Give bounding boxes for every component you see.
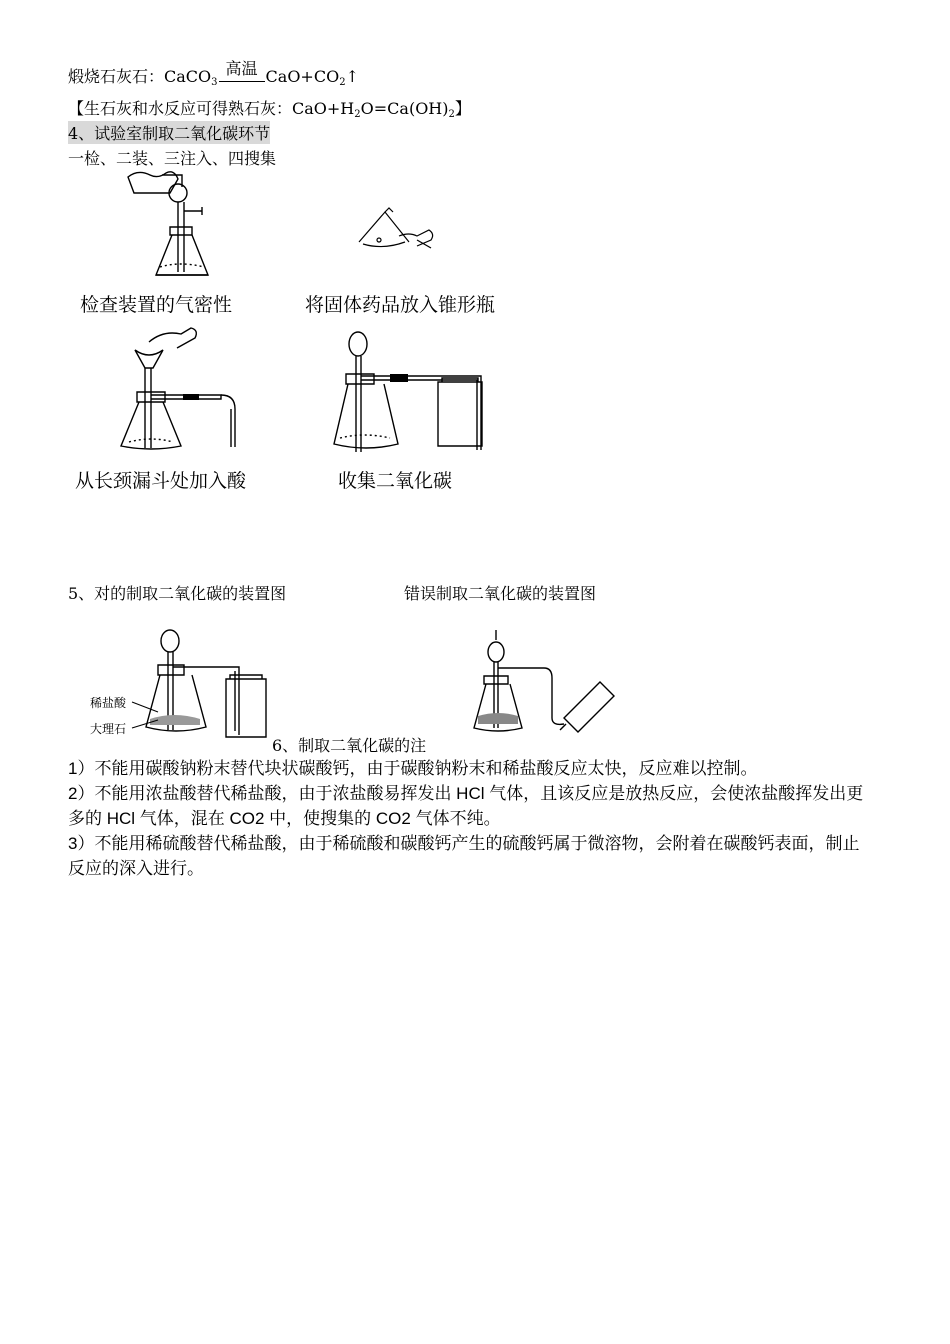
equation-text: CaO+CO	[265, 67, 340, 86]
section-5-correct-heading: 5、对的制取二氧化碳的装置图	[68, 584, 287, 603]
section-6-heading: 6、制取二氧化碳的注	[272, 736, 427, 755]
equation-text: O=Ca(OH)	[360, 99, 449, 118]
collect-co2-figure	[330, 330, 500, 460]
caption-load-solids: 将固体药品放入锥形瓶	[305, 294, 496, 316]
wrong-apparatus-figure	[470, 630, 620, 740]
add-acid-figure	[115, 320, 245, 460]
subscript: 2	[354, 109, 361, 120]
equation-text: 煅烧石灰石：CaCO	[68, 67, 212, 86]
note-3: 3）不能用稀硫酸替代稀盐酸，由于稀硫酸和碳酸钙产生的硫酸钙属于微溶物，会附着在碳酸钙表面，制止反应的深入进行。	[68, 834, 860, 878]
subscript: 3	[211, 77, 218, 88]
equation-calcination	[68, 59, 359, 88]
caption-add-acid: 从长颈漏斗处加入酸	[75, 470, 247, 492]
label-leader-lines	[128, 700, 168, 730]
condition-label: 高温	[225, 59, 258, 78]
caption-collect: 收集二氧化碳	[338, 470, 453, 492]
equation-text: 】	[454, 99, 471, 118]
equation-slaked-lime	[68, 96, 471, 120]
condition-bar	[219, 81, 265, 82]
reaction-condition	[219, 59, 265, 82]
label-dilute-hcl: 稀盐酸	[90, 696, 127, 710]
section-4-heading: 4、试验室制取二氧化碳环节	[68, 121, 270, 144]
gas-arrow: ↑	[345, 67, 359, 86]
subscript: 2	[339, 77, 346, 88]
label-marble: 大理石	[90, 722, 127, 736]
loading-solids-figure	[355, 200, 445, 260]
section-4-steps: 一检、二装、三注入、四搜集	[68, 149, 277, 168]
caption-airtightness: 检查装置的气密性	[80, 294, 233, 316]
airtightness-check-figure	[120, 165, 220, 285]
subscript: 2	[448, 109, 455, 120]
note-2: 2）不能用浓盐酸替代稀盐酸，由于浓盐酸易挥发出 HCl 气体，且该反应是放热反应，会使浓盐酸挥发出更多的 HCl 气体，混在 CO2 中，使搜集的 CO2 气体不纯。	[68, 784, 864, 828]
section-5-wrong-heading: 错误制取二氧化碳的装置图	[404, 584, 597, 603]
note-1: 1）不能用碳酸钠粉末替代块状碳酸钙，由于碳酸钠粉末和稀盐酸反应太快，反应难以控制。	[68, 759, 758, 778]
equation-text: 【生石灰和水反应可得熟石灰：CaO+H	[68, 99, 355, 118]
